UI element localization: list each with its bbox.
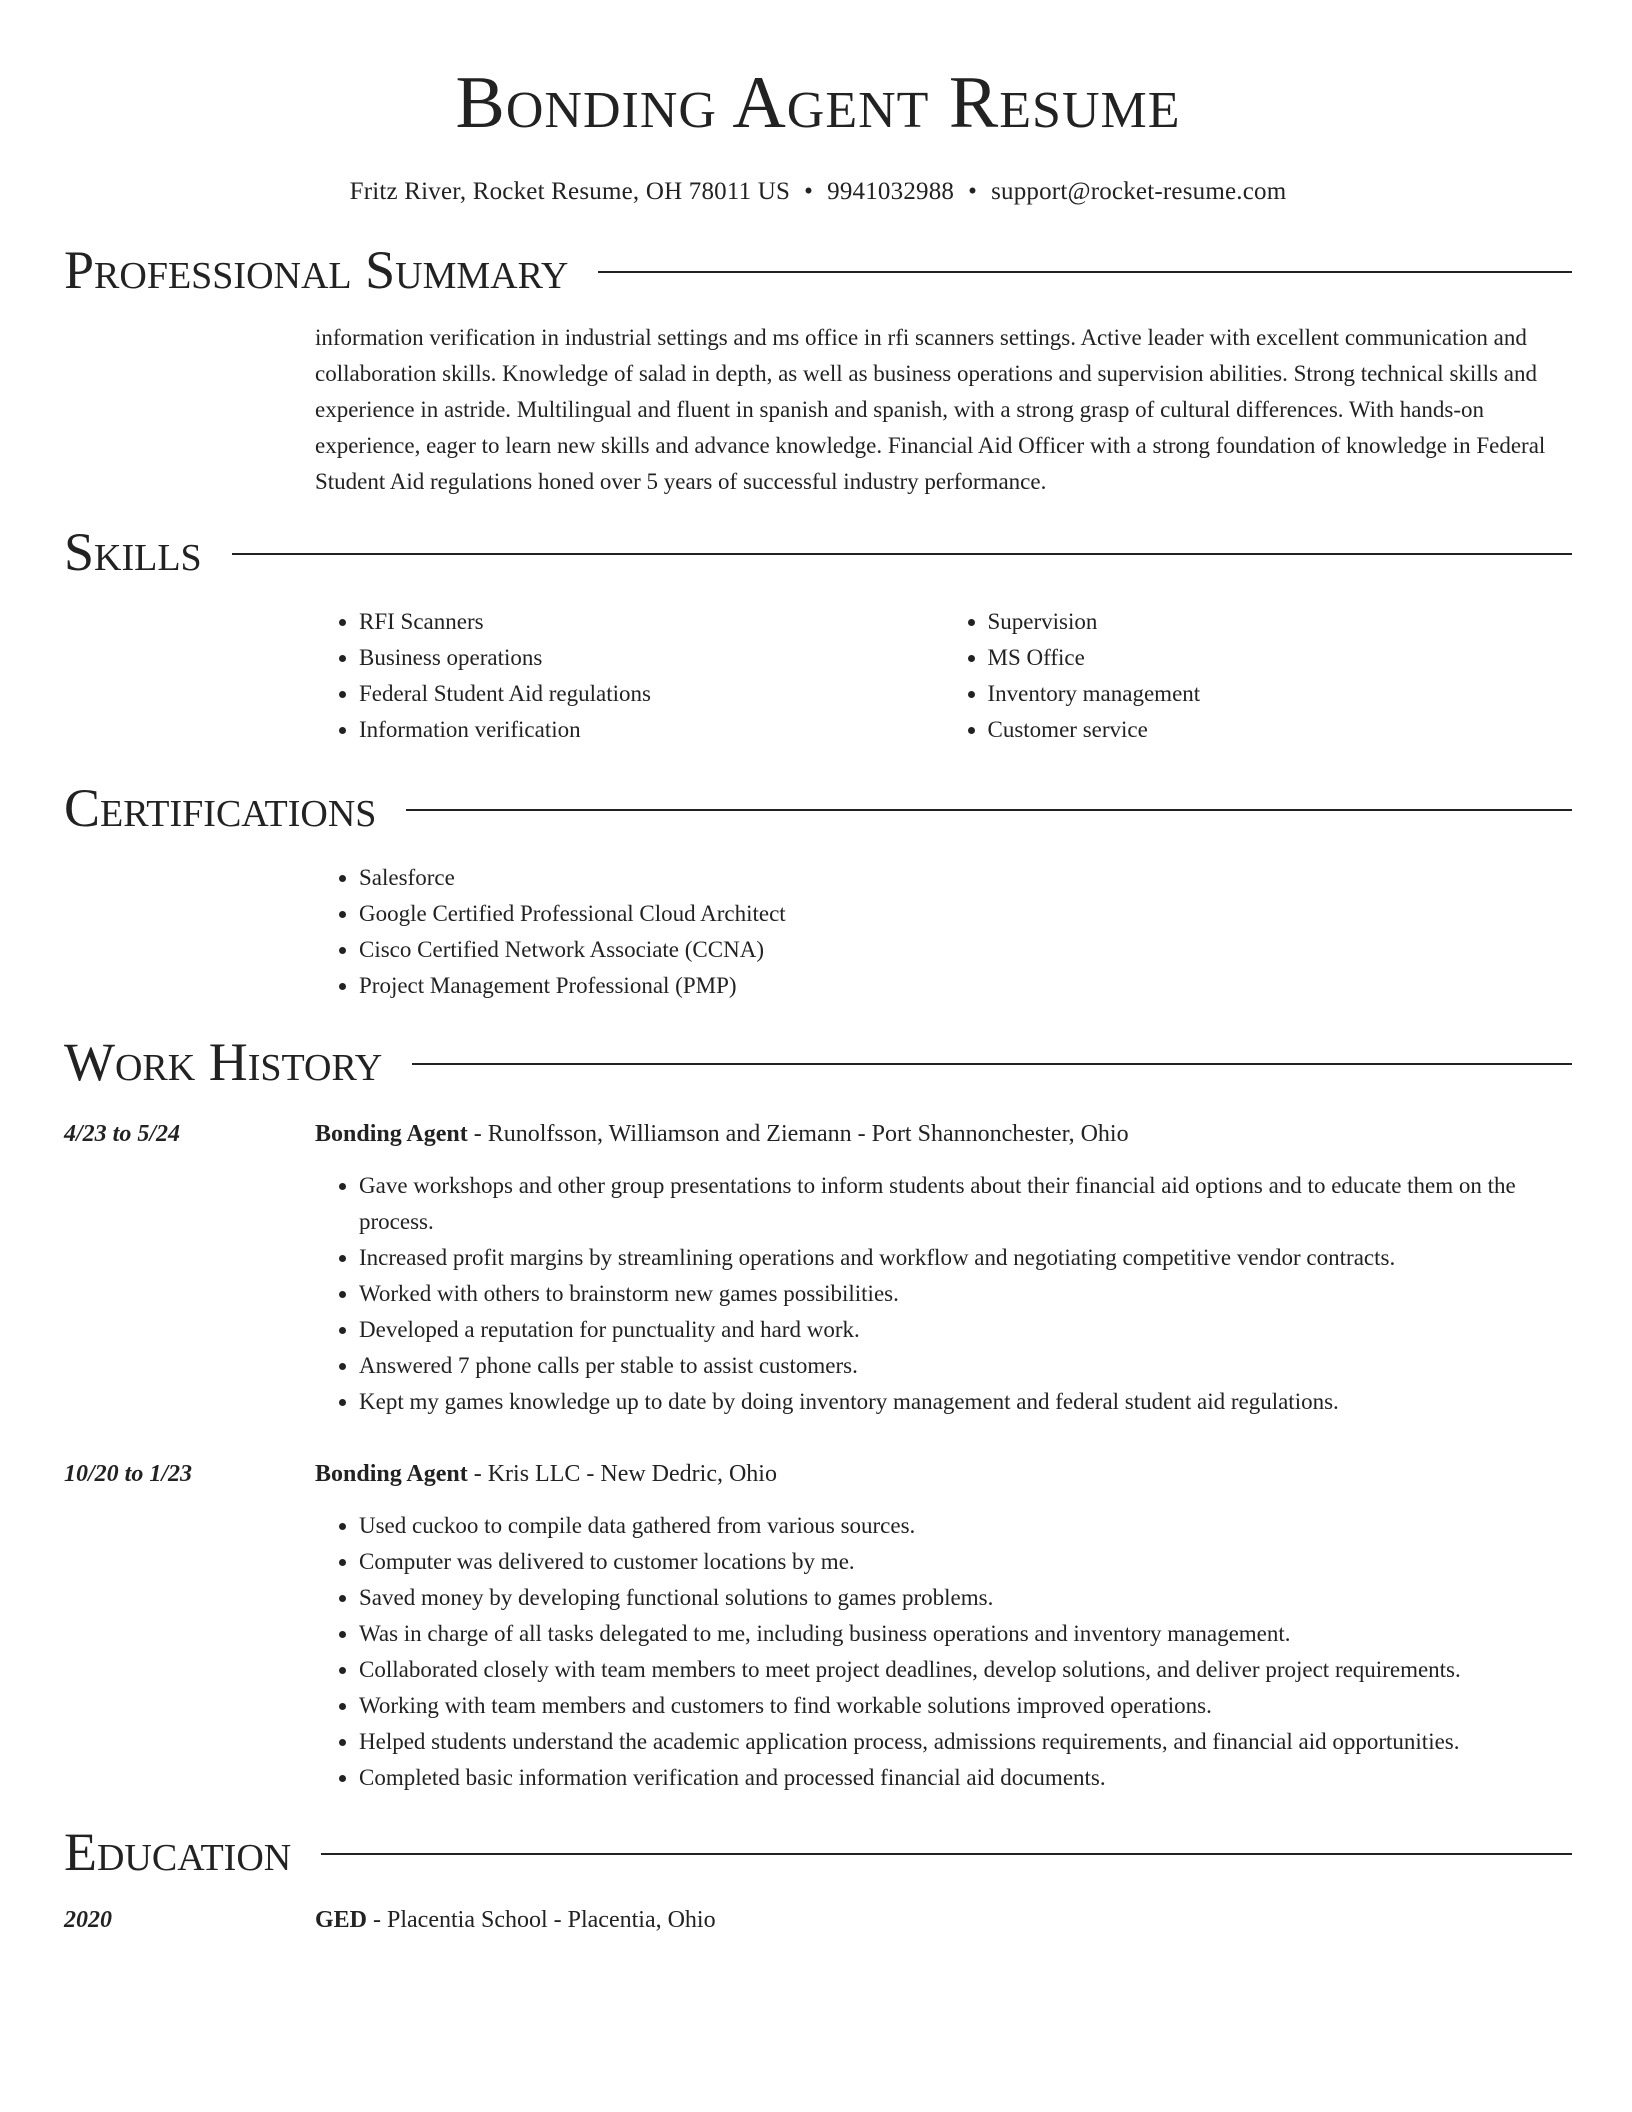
education-degree: GED bbox=[315, 1907, 368, 1933]
contact-email: support@rocket-resume.com bbox=[991, 178, 1287, 205]
contact-phone: 9941032988 bbox=[827, 178, 955, 205]
work-bullet: • Saved money by developing functional solutions to games problems. bbox=[359, 1580, 1572, 1616]
work-bullets bbox=[315, 1508, 1572, 1796]
skills-section-header bbox=[64, 512, 1572, 592]
work-bullet: • Developed a reputation for punctuality and hard work. bbox=[359, 1312, 1572, 1348]
work-date: 10/20 to 1/23 bbox=[64, 1461, 193, 1487]
work-bullet: • Completed basic information verification and processed financial aid documents. bbox=[359, 1760, 1572, 1796]
section-divider bbox=[406, 809, 1572, 811]
certifications-list bbox=[315, 860, 1572, 1004]
work-entry bbox=[64, 1456, 1572, 1796]
job-title: Bonding Agent bbox=[315, 1121, 468, 1147]
job-employer-location: - Kris LLC - New Dedric, Ohio bbox=[467, 1461, 777, 1487]
education-details bbox=[315, 1902, 1572, 1938]
work-bullet: • Collaborated closely with team members to meet project deadlines, develop solutions, and deliver project requirements. bbox=[359, 1652, 1572, 1688]
certifications-body bbox=[315, 860, 1572, 1004]
education-date: 2020 bbox=[64, 1907, 112, 1933]
work-heading-line bbox=[315, 1456, 1572, 1492]
resume-page bbox=[64, 0, 1572, 1938]
work-bullet: • Working with team members and customers to find workable solutions improved operations. bbox=[359, 1688, 1572, 1724]
contact-separator: • bbox=[804, 178, 814, 205]
certification-item: • Project Management Professional (PMP) bbox=[359, 968, 1572, 1004]
section-divider bbox=[321, 1853, 1572, 1855]
education-heading-line bbox=[315, 1902, 1572, 1938]
skill-item: • Inventory management bbox=[988, 676, 1573, 712]
work-bullet: • Helped students understand the academic application process, admissions requirements, and financial aid opportunities. bbox=[359, 1724, 1572, 1760]
section-divider bbox=[412, 1063, 1572, 1065]
education-school-location: - Placentia School - Placentia, Ohio bbox=[367, 1907, 716, 1933]
skill-item: • Information verification bbox=[359, 712, 944, 748]
resume-title: Bonding Agent Resume bbox=[455, 62, 1181, 144]
summary-body bbox=[315, 320, 1572, 500]
section-divider bbox=[598, 271, 1572, 273]
work-bullet: • Kept my games knowledge up to date by doing inventory management and federal student aid regulations. bbox=[359, 1384, 1572, 1420]
skills-right-list bbox=[944, 604, 1573, 748]
skill-item: • Federal Student Aid regulations bbox=[359, 676, 944, 712]
work-bullet: • Gave workshops and other group presentations to inform students about their financial aid options and to educate them on the process. bbox=[359, 1168, 1572, 1240]
section-divider bbox=[232, 553, 1572, 555]
work-heading-line bbox=[315, 1116, 1572, 1152]
contact-separator: • bbox=[968, 178, 978, 205]
summary-text: information verification in industrial settings and ms office in rfi scanners settings. Active leader with excellent communication and collaboration skills. Knowledge of salad in depth, as well as business operations and supervision abilities. Strong technical skills and experience in astride. Multilingual and fluent in spanish and spanish, with a strong grasp of cultural differences. With hands-on experience, eager to learn new skills and advance knowledge. Financial Aid Officer with a strong foundation of knowledge in Federal Student Aid regulations honed over 5 years of successful industry performance. bbox=[315, 325, 1546, 494]
work-bullets bbox=[315, 1168, 1572, 1420]
summary-heading: Professional Summary bbox=[64, 240, 569, 300]
skill-item: • RFI Scanners bbox=[359, 604, 944, 640]
job-title: Bonding Agent bbox=[315, 1461, 468, 1487]
work-details bbox=[315, 1456, 1572, 1796]
work-bullet: • Used cuckoo to compile data gathered from various sources. bbox=[359, 1508, 1572, 1544]
skills-heading: Skills bbox=[64, 522, 202, 582]
certifications-heading: Certifications bbox=[64, 778, 377, 838]
work-date: 4/23 to 5/24 bbox=[64, 1121, 181, 1147]
work-bullet: • Increased profit margins by streamlining operations and workflow and negotiating competitive vendor contracts. bbox=[359, 1240, 1572, 1276]
education-heading: Education bbox=[64, 1822, 292, 1882]
certifications-section-header bbox=[64, 768, 1572, 848]
certification-item: • Cisco Certified Network Associate (CCNA) bbox=[359, 932, 1572, 968]
education-section-header bbox=[64, 1812, 1572, 1892]
certification-item: • Salesforce bbox=[359, 860, 1572, 896]
contact-line bbox=[64, 176, 1572, 208]
work-bullet: • Worked with others to brainstorm new games possibilities. bbox=[359, 1276, 1572, 1312]
work-heading: Work History bbox=[64, 1032, 383, 1092]
skill-item: • Supervision bbox=[988, 604, 1573, 640]
work-bullet: • Answered 7 phone calls per stable to assist customers. bbox=[359, 1348, 1572, 1384]
certification-item: • Google Certified Professional Cloud Architect bbox=[359, 896, 1572, 932]
work-entry bbox=[64, 1116, 1572, 1420]
education-entry bbox=[64, 1902, 1572, 1938]
skill-item: • MS Office bbox=[988, 640, 1573, 676]
job-employer-location: - Runolfsson, Williamson and Ziemann - Port Shannonchester, Ohio bbox=[467, 1121, 1129, 1147]
work-bullet: • Was in charge of all tasks delegated to me, including business operations and inventory management. bbox=[359, 1616, 1572, 1652]
work-details bbox=[315, 1116, 1572, 1420]
skills-columns bbox=[315, 604, 1572, 748]
skills-left-list bbox=[315, 604, 944, 748]
contact-address: Fritz River, Rocket Resume, OH 78011 US bbox=[349, 178, 791, 205]
skill-item: • Business operations bbox=[359, 640, 944, 676]
summary-section-header bbox=[64, 230, 1572, 310]
work-bullet: • Computer was delivered to customer locations by me. bbox=[359, 1544, 1572, 1580]
skills-body bbox=[315, 604, 1572, 748]
work-section-header bbox=[64, 1022, 1572, 1102]
skill-item: • Customer service bbox=[988, 712, 1573, 748]
